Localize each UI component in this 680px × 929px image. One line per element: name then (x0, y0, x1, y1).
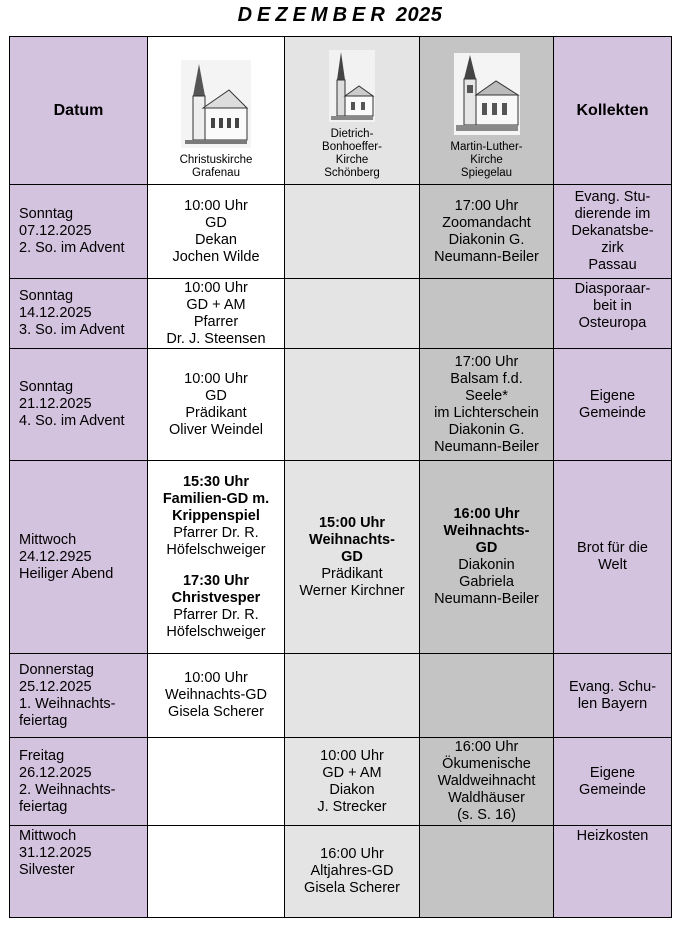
table-row (10, 654, 672, 738)
table-row (10, 826, 672, 918)
row-date: Sonntag 14.12.2025 3. So. im Advent (10, 279, 148, 349)
cell-bonhoeffer (285, 349, 420, 461)
cell-bonhoeffer (285, 185, 420, 279)
header-datum: Datum (10, 37, 148, 185)
table-row (10, 461, 672, 654)
cell-martin-luther (420, 279, 554, 349)
cell-christuskirche: 15:30 Uhr Familien-GD m. Krippenspiel Pfarrer Dr. R. Höfelschweiger 17:30 Uhr Christvesper Pfarrer Dr. R. Höfelschweiger (148, 461, 285, 654)
cell-christuskirche: 10:00 Uhr Weihnachts-GD Gisela Scherer (148, 654, 285, 738)
cell-christuskirche (148, 738, 285, 826)
header-bonhoeffer-kirche: Dietrich- Bonhoeffer- Kirche Schönberg (285, 37, 420, 185)
schedule-table (9, 36, 672, 918)
header-martin-luther-kirche: Martin-Luther- Kirche Spiegelau (420, 37, 554, 185)
cell-martin-luther (420, 826, 554, 918)
cell-bonhoeffer (285, 654, 420, 738)
cell-kollekte: Evang. Stu- dierende im Dekanatsbe- zirk Passau (554, 185, 672, 279)
header-christuskirche: Christuskirche Grafenau (148, 37, 285, 185)
cell-bonhoeffer: 16:00 Uhr Altjahres-GD Gisela Scherer (285, 826, 420, 918)
cell-christuskirche (148, 826, 285, 918)
cell-kollekte: Heizkosten (554, 826, 672, 918)
row-date: Donnerstag 25.12.2025 1. Weihnachts- feiertag (10, 654, 148, 738)
cell-martin-luther: 17:00 Uhr Balsam f.d. Seele* im Lichterschein Diakonin G. Neumann-Beiler (420, 349, 554, 461)
cell-kollekte: Eigene Gemeinde (554, 349, 672, 461)
cell-bonhoeffer: 15:00 Uhr Weihnachts- GD Prädikant Werner Kirchner (285, 461, 420, 654)
cell-kollekte: Brot für die Welt (554, 461, 672, 654)
cell-martin-luther: 16:00 Uhr Weihnachts- GD Diakonin Gabriela Neumann-Beiler (420, 461, 554, 654)
table-row (10, 349, 672, 461)
cell-martin-luther (420, 654, 554, 738)
header-kollekten: Kollekten (554, 37, 672, 185)
table-row (10, 279, 672, 349)
cell-kollekte: Evang. Schu- len Bayern (554, 654, 672, 738)
cell-martin-luther: 16:00 Uhr Ökumenische Waldweihnacht Waldhäuser (s. S. 16) (420, 738, 554, 826)
row-date: Sonntag 21.12.2025 4. So. im Advent (10, 349, 148, 461)
row-date: Freitag 26.12.2025 2. Weihnachts- feiertag (10, 738, 148, 826)
row-date: Mittwoch 24.12.2925 Heiliger Abend (10, 461, 148, 654)
page-title: DEZEMBER 2025 (237, 4, 443, 26)
cell-christuskirche: 10:00 Uhr GD + AM Pfarrer Dr. J. Steensen (148, 279, 285, 349)
header-row (10, 37, 672, 185)
row-date: Sonntag 07.12.2025 2. So. im Advent (10, 185, 148, 279)
church-bonhoeffer-icon (329, 50, 375, 122)
cell-kollekte: Diasporaar- beit in Osteuropa (554, 279, 672, 349)
cell-martin-luther: 17:00 Uhr Zoomandacht Diakonin G. Neumann-Beiler (420, 185, 554, 279)
cell-kollekte: Eigene Gemeinde (554, 738, 672, 826)
cell-bonhoeffer: 10:00 Uhr GD + AM Diakon J. Strecker (285, 738, 420, 826)
row-date: Mittwoch 31.12.2025 Silvester (10, 826, 148, 918)
table-row (10, 738, 672, 826)
church-martin-luther-icon (454, 53, 520, 135)
table-row (10, 185, 672, 279)
cell-christuskirche: 10:00 Uhr GD Dekan Jochen Wilde (148, 185, 285, 279)
church-christuskirche-icon (181, 60, 251, 148)
cell-christuskirche: 10:00 Uhr GD Prädikant Oliver Weindel (148, 349, 285, 461)
cell-bonhoeffer (285, 279, 420, 349)
